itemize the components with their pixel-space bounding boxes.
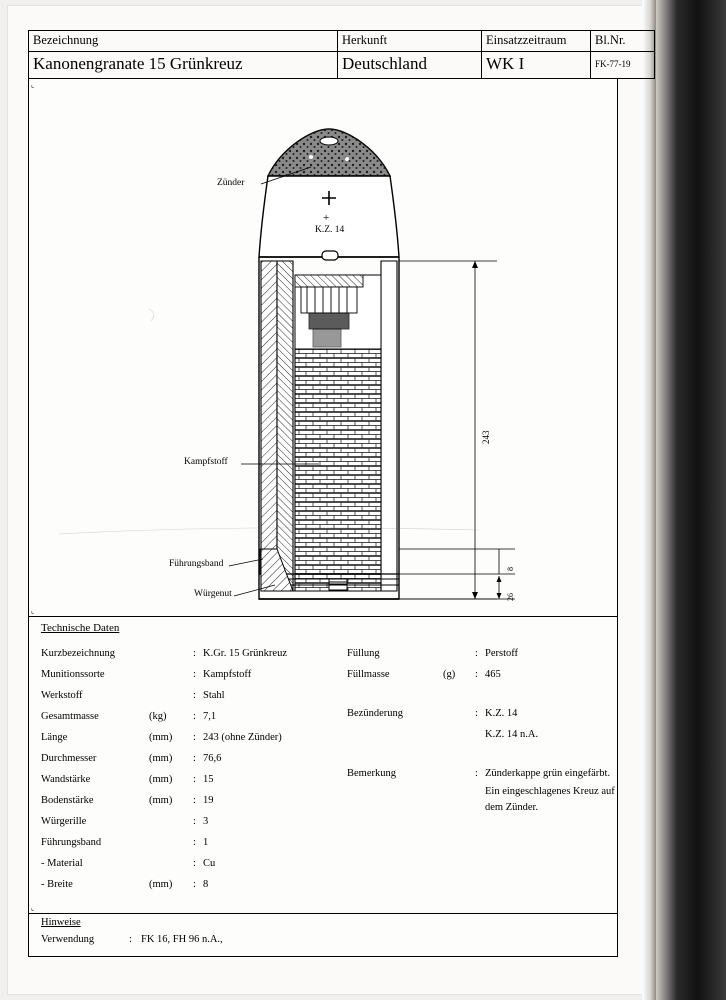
- row-key: Munitionssorte: [41, 669, 105, 680]
- row-value: K.Z. 14 n.A.: [485, 729, 539, 740]
- callout-wuergenut: Würgenut: [194, 589, 232, 599]
- row-unit: [149, 685, 193, 706]
- corner-mark-bottom-left: ⌞: [31, 607, 35, 615]
- hinweise-title: Hinweise: [41, 917, 81, 928]
- verwendung-label: Verwendung: [41, 934, 95, 945]
- table-row: [41, 853, 341, 874]
- row-key: Würgerille: [41, 816, 87, 827]
- header-cell-herkunft-value: [338, 52, 482, 79]
- bezeichnung-label: Bezeichnung: [33, 33, 99, 47]
- row-value: 8: [203, 879, 209, 890]
- callout-fuze-type: K.Z. 14: [315, 225, 345, 235]
- row-separator: :: [193, 816, 196, 827]
- table-row: [41, 874, 341, 895]
- table-row: [347, 664, 615, 685]
- table-row: [41, 790, 341, 811]
- row-unit: (kg): [149, 711, 167, 722]
- row-separator: :: [193, 774, 196, 785]
- blnr-value: FK-77-19: [595, 59, 631, 69]
- row-key: Führungsband: [41, 837, 102, 848]
- table-row: [41, 811, 341, 832]
- callout-fuehrungsband: Führungsband: [169, 559, 224, 569]
- table-row: [347, 643, 615, 664]
- row-unit: (g): [443, 669, 456, 680]
- technical-drawing-panel: [28, 79, 618, 617]
- row-value: 3: [203, 816, 209, 827]
- row-unit: [443, 703, 475, 724]
- row-unit: [149, 643, 193, 664]
- row-separator: :: [475, 768, 478, 779]
- hinweise-panel: [28, 914, 618, 957]
- table-row: [347, 703, 615, 724]
- row-unit: [443, 643, 475, 664]
- header-cell-bezeichnung-label: [29, 31, 338, 52]
- table-row: [41, 832, 341, 853]
- table-row: [41, 727, 341, 748]
- remark-line-2: dem Zünder.: [485, 802, 539, 813]
- row-unit: (mm): [149, 774, 173, 785]
- blnr-label: Bl.Nr.: [595, 33, 626, 47]
- table-row: [41, 706, 341, 727]
- row-separator: :: [193, 732, 196, 743]
- row-value: 76,6: [203, 753, 222, 764]
- row-value: Kampfstoff: [203, 669, 252, 680]
- row-unit: (mm): [149, 879, 173, 890]
- row-key: Bemerkung: [347, 768, 396, 779]
- callout-kampfstoff: Kampfstoff: [184, 457, 228, 467]
- technical-data-left-column: [41, 643, 341, 895]
- row-value: Zünderkappe grün eingefärbt.: [485, 768, 611, 779]
- row-key: Wandstärke: [41, 774, 91, 785]
- row-value: 243 (ohne Zünder): [203, 732, 282, 743]
- table-row: [41, 685, 341, 706]
- table-row: [347, 763, 615, 784]
- row-key: Länge: [41, 732, 68, 743]
- einsatzzeitraum-value: WK I: [486, 54, 525, 73]
- dimension-length: 243: [481, 430, 491, 444]
- table-row: [41, 643, 341, 664]
- row-key: - Breite: [41, 879, 73, 890]
- row-unit: [443, 724, 475, 745]
- table-row: [41, 664, 341, 685]
- datasheet: [28, 30, 631, 957]
- row-value: 465: [485, 669, 501, 680]
- row-unit: (mm): [149, 753, 173, 764]
- bezeichnung-value: Kanonengranate 15 Grünkreuz: [33, 54, 243, 73]
- row-key: Gesamtmasse: [41, 711, 99, 722]
- row-value: K.Z. 14: [485, 708, 518, 719]
- row-unit: (mm): [149, 732, 173, 743]
- header-cell-einsatzzeitraum-value: [482, 52, 591, 79]
- row-key: Durchmesser: [41, 753, 97, 764]
- header-cell-blnr-label: [591, 31, 655, 52]
- technical-data-right-column: [347, 643, 615, 816]
- hinweise-row: [41, 934, 223, 945]
- herkunft-value: Deutschland: [342, 54, 427, 73]
- header-cell-bezeichnung-value: [29, 52, 338, 79]
- row-key: [347, 724, 443, 745]
- row-unit: (mm): [149, 795, 173, 806]
- row-separator: [475, 724, 485, 745]
- row-separator: :: [475, 669, 478, 680]
- corner-mark-top-left: ⌞: [31, 81, 35, 89]
- book-spine-gutter: [656, 0, 726, 1000]
- row-key: Füllung: [347, 648, 380, 659]
- row-value: 19: [203, 795, 214, 806]
- row-separator: :: [193, 648, 196, 659]
- remark-line-1: Ein eingeschlagenes Kreuz auf: [485, 786, 615, 797]
- dimension-band-width: 8: [506, 567, 515, 571]
- row-key: Füllmasse: [347, 669, 390, 680]
- header-cell-herkunft-label: [338, 31, 482, 52]
- callout-zuender: Zünder: [217, 178, 245, 188]
- row-value: K.Gr. 15 Grünkreuz: [203, 648, 287, 659]
- row-separator: :: [193, 711, 196, 722]
- row-value: Perstoff: [485, 648, 519, 659]
- row-key: Kurzbezeichnung: [41, 648, 116, 659]
- callout-fuze-cross: +: [323, 212, 330, 224]
- header-table: [28, 30, 655, 79]
- verwendung-value: FK 16, FH 96 n.A.,: [141, 934, 223, 945]
- row-separator: :: [193, 858, 196, 869]
- row-value: 1: [203, 837, 209, 848]
- technical-data-panel: [28, 617, 618, 914]
- row-separator: :: [193, 837, 196, 848]
- table-row: [41, 748, 341, 769]
- row-value: 7,1: [203, 711, 217, 722]
- row-unit: [443, 763, 475, 784]
- row-value: Stahl: [203, 690, 225, 701]
- technical-data-title: Technische Daten: [41, 622, 120, 634]
- einsatzzeitraum-label: Einsatzzeitraum: [486, 33, 567, 47]
- row-unit: [149, 664, 193, 685]
- verwendung-separator: :: [129, 934, 132, 945]
- table-row: [347, 724, 615, 745]
- shell-cross-section-drawing: [29, 79, 617, 614]
- row-value: Cu: [203, 858, 216, 869]
- corner-mark-bottom-left-tech: ⌞: [31, 904, 35, 912]
- row-separator: :: [193, 795, 196, 806]
- page-edge: [642, 0, 656, 1000]
- row-key: Bodenstärke: [41, 795, 94, 806]
- row-unit: [149, 811, 193, 832]
- row-unit: [149, 832, 193, 853]
- dimension-base-zone: 26: [506, 593, 515, 601]
- row-key: - Material: [41, 858, 83, 869]
- row-key: Werkstoff: [41, 690, 83, 701]
- row-separator: :: [193, 879, 196, 890]
- row-separator: :: [475, 648, 478, 659]
- header-cell-blnr-value: [591, 52, 655, 79]
- herkunft-label: Herkunft: [342, 33, 388, 47]
- row-key: Bezünderung: [347, 708, 403, 719]
- row-separator: :: [193, 669, 196, 680]
- row-unit: [149, 853, 193, 874]
- row-separator: :: [193, 690, 196, 701]
- row-separator: :: [475, 708, 478, 719]
- table-row: [41, 769, 341, 790]
- header-cell-einsatzzeitraum-label: [482, 31, 591, 52]
- row-separator: :: [193, 753, 196, 764]
- row-value: 15: [203, 774, 214, 785]
